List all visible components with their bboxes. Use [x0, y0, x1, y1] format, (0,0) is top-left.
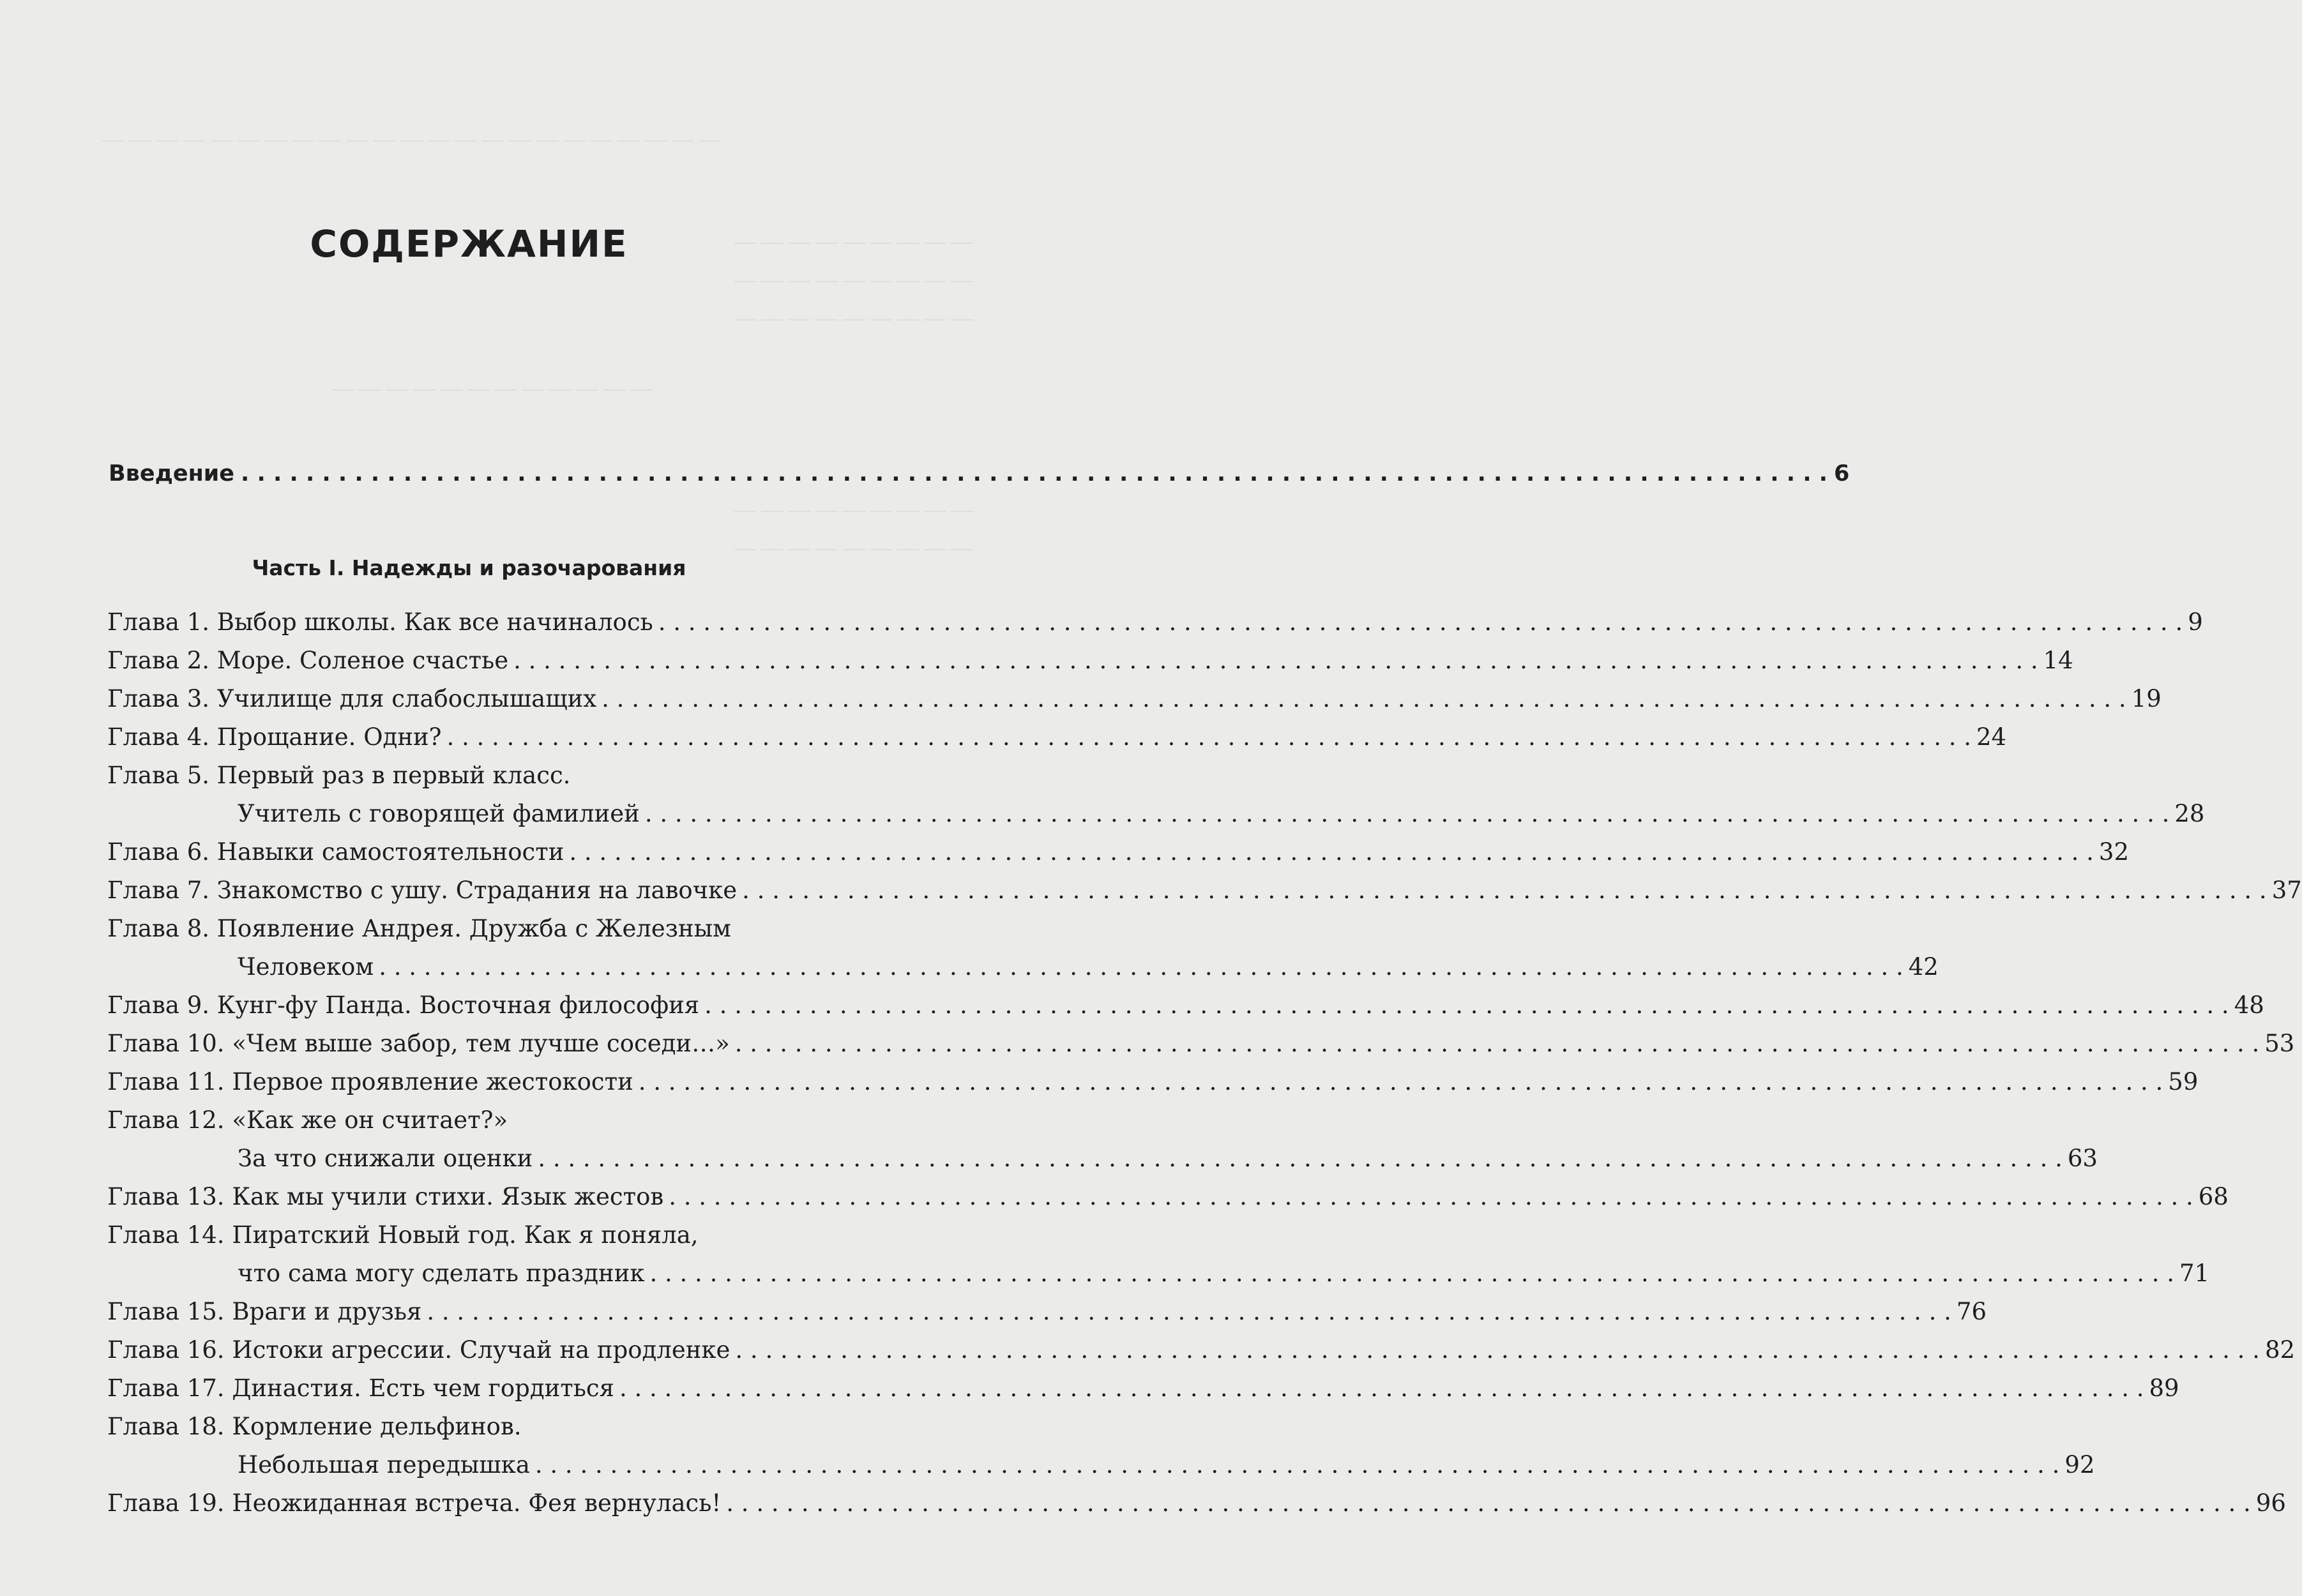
- toc-entry-page: 68: [2198, 1183, 2229, 1210]
- toc-entry-title: Глава 1. Выбор школы. Как все начиналось: [107, 608, 653, 636]
- toc-entry-page: 14: [2043, 647, 2073, 674]
- toc-entry-title: Глава 10. «Чем выше забор, тем лучше соседи…»: [107, 1030, 730, 1057]
- toc-entry: [107, 1216, 2210, 1293]
- toc-entry-line: [107, 1216, 872, 1254]
- toc-entry-page: 71: [2179, 1260, 2210, 1287]
- toc-entry-line: [107, 718, 2007, 757]
- toc-entry-line: [107, 757, 872, 795]
- dot-leader: [569, 833, 2094, 871]
- toc-entry-page: 92: [2064, 1451, 2095, 1479]
- toc-entry-line: [107, 1178, 2229, 1216]
- toc-entry-title: Глава 4. Прощание. Одни?: [107, 723, 442, 751]
- toc-entry-line: [107, 680, 2162, 718]
- toc-entry-page: 89: [2149, 1374, 2179, 1402]
- intro-page: 6: [1833, 461, 1850, 486]
- toc-entry-page: 82: [2264, 1336, 2296, 1364]
- toc-entry-line: [107, 910, 872, 948]
- toc-entry-line: [107, 642, 2073, 680]
- toc-entry-title: Человеком: [238, 953, 374, 981]
- toc-entry-line: [107, 833, 2130, 871]
- toc-entry-title: За что снижали оценки: [238, 1145, 533, 1172]
- dot-leader: [658, 603, 2183, 642]
- toc-entry-page: 24: [1976, 723, 2007, 751]
- part-heading: Часть I. Надежды и разочарования: [252, 555, 686, 580]
- toc-entry-title: Глава 12. «Как же он считает?»: [107, 1106, 508, 1134]
- page-title: СОДЕРЖАНИЕ: [310, 222, 628, 266]
- toc-entry-title: Глава 17. Династия. Есть чем гордиться: [107, 1374, 614, 1402]
- toc-entry: [107, 1101, 2098, 1178]
- toc-entry: [107, 1369, 2179, 1408]
- dot-leader: [446, 718, 1971, 757]
- toc-entry-title: Глава 16. Истоки агрессии. Случай на продленке: [107, 1336, 731, 1364]
- toc-entry: [107, 833, 2130, 871]
- toc-entry: [107, 986, 2264, 1025]
- toc-entry: [107, 1331, 2296, 1369]
- toc-entry-title: Глава 9. Кунг-фу Панда. Восточная философия: [107, 991, 700, 1019]
- toc-entry-continuation: [107, 1446, 2095, 1484]
- toc-entry-title: Глава 7. Знакомство с ушу. Страдания на лавочке: [107, 877, 738, 904]
- toc-entry-page: 19: [2131, 685, 2162, 712]
- toc-entry: [107, 603, 2203, 642]
- dot-leader: [602, 680, 2126, 718]
- dot-leader: [704, 986, 2229, 1025]
- toc-entry-page: 96: [2255, 1489, 2286, 1517]
- dot-leader: [649, 1254, 2174, 1293]
- toc-entry-line: [107, 1293, 1987, 1331]
- toc-entry-title: Глава 6. Навыки самостоятельности: [107, 838, 564, 866]
- toc-entry-page: 42: [1908, 953, 1939, 981]
- toc-entry-line: [107, 871, 2302, 910]
- bleed-through-text: — — — — — — — — — — — — — — — — — — — — — — — — — — — — — — — — — — — — — — — — — — — — — — — — — — — — — — — — — — — — — — — — — — — — — — — — — — — — — — — —: [102, 128, 973, 560]
- toc-entry-page: 32: [2098, 838, 2130, 866]
- toc-entry: [107, 1178, 2229, 1216]
- toc-entry-line: [107, 1484, 2286, 1523]
- toc-entry-title: Глава 3. Училище для слабослышащих: [107, 685, 597, 712]
- toc-entry-continuation: [107, 1140, 2098, 1178]
- toc-entry: [107, 1025, 2295, 1063]
- intro-label: Введение: [109, 461, 235, 486]
- dot-leader: [538, 1140, 2063, 1178]
- dot-leader: [726, 1484, 2251, 1523]
- toc-entry-title: Глава 14. Пиратский Новый год. Как я поняла,: [107, 1221, 699, 1249]
- toc-entry-title: Глава 5. Первый раз в первый класс.: [107, 762, 571, 789]
- toc-entry-line: [107, 1369, 2179, 1408]
- toc-entry-page: 9: [2188, 608, 2203, 636]
- dot-leader: [735, 1025, 2260, 1063]
- toc-entry-title: Небольшая передышка: [238, 1451, 530, 1479]
- dot-leader: [427, 1293, 1951, 1331]
- toc-entry-page: 53: [2264, 1030, 2295, 1057]
- toc-entry: [107, 1484, 2286, 1523]
- dot-leader: [513, 642, 2038, 680]
- toc-entry-title: что сама могу сделать праздник: [238, 1260, 645, 1287]
- dot-leader: [535, 1446, 2060, 1484]
- toc-entry-line: [107, 1408, 872, 1446]
- toc-entry: [107, 871, 2302, 910]
- toc-entry: [107, 718, 2007, 757]
- dot-leader: [241, 461, 1828, 486]
- dot-leader: [669, 1178, 2193, 1216]
- toc-entry-page: 76: [1956, 1298, 1987, 1325]
- table-of-contents: [107, 603, 2302, 1523]
- toc-entry-page: 37: [2271, 877, 2302, 904]
- dot-leader: [735, 1331, 2260, 1369]
- toc-entry-title: Глава 2. Море. Соленое счастье: [107, 647, 509, 674]
- toc-entry-title: Глава 15. Враги и друзья: [107, 1298, 422, 1325]
- toc-entry-line: [107, 1101, 872, 1140]
- toc-entry: [107, 1408, 2095, 1484]
- toc-entry-continuation: [107, 948, 1939, 986]
- toc-entry-continuation: [107, 795, 2205, 833]
- toc-entry-title: Глава 13. Как мы учили стихи. Язык жестов: [107, 1183, 664, 1210]
- toc-entry-title: Глава 11. Первое проявление жестокости: [107, 1068, 633, 1095]
- toc-entry: [107, 1293, 1987, 1331]
- toc-entry-line: [107, 986, 2264, 1025]
- toc-entry-line: [107, 603, 2203, 642]
- dot-leader: [742, 871, 2267, 910]
- dot-leader: [619, 1369, 2144, 1408]
- toc-entry-line: [107, 1331, 2296, 1369]
- dot-leader: [379, 948, 1904, 986]
- toc-entry-page: 59: [2168, 1068, 2199, 1095]
- toc-entry: [107, 757, 2205, 833]
- toc-entry-page: 63: [2067, 1145, 2098, 1172]
- toc-entry-title: Глава 8. Появление Андрея. Дружба с Железным: [107, 915, 731, 942]
- toc-entry-line: [107, 1025, 2295, 1063]
- toc-entry-page: 28: [2174, 800, 2205, 827]
- toc-entry: [107, 680, 2162, 718]
- toc-entry-line: [107, 1063, 2199, 1101]
- toc-entry-title: Учитель с говорящей фамилией: [238, 800, 640, 827]
- toc-entry-title: Глава 18. Кормление дельфинов.: [107, 1413, 522, 1440]
- toc-intro-row: [109, 461, 1850, 493]
- toc-entry-page: 48: [2234, 991, 2264, 1019]
- toc-entry-continuation: [107, 1254, 2210, 1293]
- toc-entry: [107, 910, 1939, 986]
- toc-entry: [107, 1063, 2199, 1101]
- toc-entry: [107, 642, 2073, 680]
- dot-leader: [639, 1063, 2163, 1101]
- dot-leader: [645, 795, 2170, 833]
- toc-entry-title: Глава 19. Неожиданная встреча. Фея вернулась!: [107, 1489, 722, 1517]
